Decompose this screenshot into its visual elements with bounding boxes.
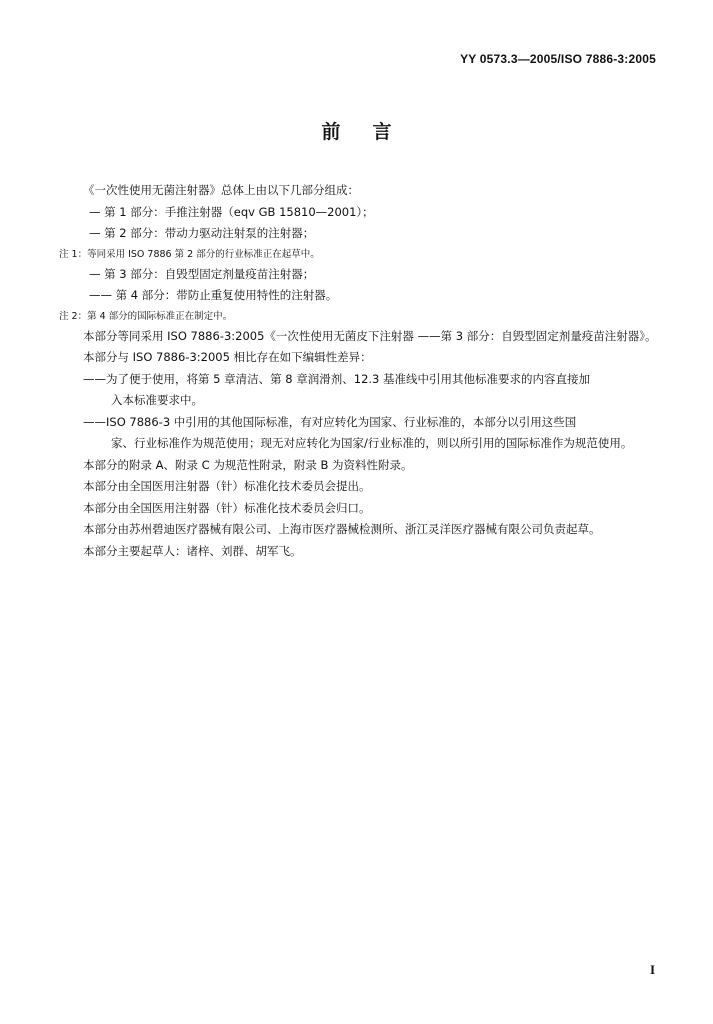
differences-paragraph: 本部分与 ISO 7886-3:2005 相比存在如下编辑性差异： [83,350,372,364]
drafters-paragraph: 本部分主要起草人：诸梓、刘群、胡军飞。 [83,543,302,558]
page-number: I [649,962,655,977]
part-2-item: — 第 2 部分：带动力驱动注射泵的注射器； [89,226,315,240]
difference-item-2 [59,412,659,455]
foreword-body [59,180,659,562]
part-1-item: — 第 1 部分：手推注射器（eqv GB 15810—2001）； [89,204,374,219]
page-title: 前言 [321,121,424,143]
annex-paragraph: 本部分的附录 A、附录 C 为规范性附录，附录 B 为资料性附录。 [83,457,413,472]
part-3-item: — 第 3 部分：自毁型固定剂量疫苗注射器； [89,266,315,281]
part-4-item: —— 第 4 部分：带防止重复使用特性的注射器。 [89,288,338,302]
difference-item-2-lead: ——ISO 7886-3 中引用的其他国际标准，有对应转化为国家、行业标准的，本部分以引用这些国 [83,414,577,429]
difference-item-1-cont: 入本标准要求中。 [111,393,203,407]
difference-item-1-lead: ——为了便于使用，将第 5 章清洁、第 8 章润滑剂、12.3 基准线中引用其他标准要求的内容直接加 [83,371,591,386]
note-2: 注 2：第 4 部分的国际标准正在制定中。 [59,310,233,322]
difference-item-1 [59,369,659,412]
drafting-units-paragraph: 本部分由苏州碧迪医疗器械有限公司、上海市医疗器械检测所、浙江灵洋医疗器械有限公司负责起草。 [83,522,601,536]
proposed-by-paragraph: 本部分由全国医用注射器（针）标准化技术委员会提出。 [83,479,371,493]
intro-paragraph: 《一次性使用无菌注射器》总体上由以下几部分组成： [83,183,359,197]
difference-item-2-cont: 家、行业标准作为规范使用；现无对应转化为国家/行业标准的，则以所引用的国际标准作为规范使用。 [111,436,633,450]
equivalence-paragraph: 本部分等同采用 ISO 7886-3:2005《一次性使用无菌皮下注射器 ——第 3 部分：自毁型固定剂量疫苗注射器》。 [83,328,657,343]
centralized-by-paragraph: 本部分由全国医用注射器（针）标准化技术委员会归口。 [83,500,371,515]
note-1: 注 1：等同采用 ISO 7886 第 2 部分的行业标准正在起草中。 [59,248,320,260]
standard-code-header: YY 0573.3—2005/ISO 7886-3:2005 [460,52,656,66]
